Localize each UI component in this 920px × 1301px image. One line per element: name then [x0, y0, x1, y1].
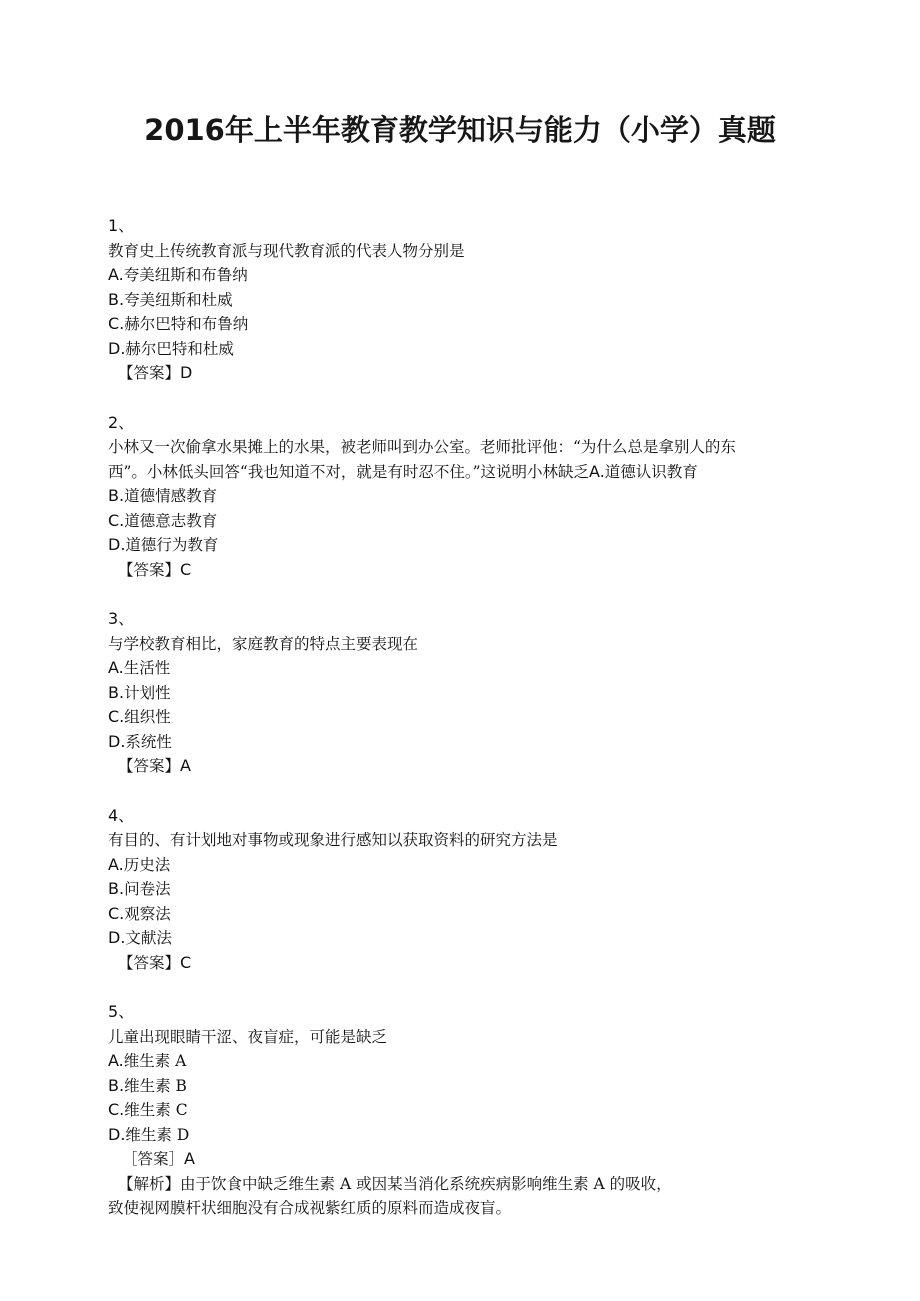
option-letter: A. — [108, 1051, 124, 1070]
option-c — [108, 509, 828, 534]
option-text: 历史法 — [123, 855, 171, 874]
question-3 — [108, 607, 828, 779]
question-4 — [108, 804, 828, 976]
question-number: 3、 — [108, 609, 135, 628]
option-letter: C. — [108, 1100, 125, 1119]
option-d — [108, 533, 828, 558]
question-stem-text: 西”。小林低头回答“我也知道不对，就是有时忍不住。”这说明小林缺乏 — [108, 462, 590, 481]
option-letter: B. — [108, 879, 125, 898]
option-text: 夸美纽斯和布鲁纳 — [123, 266, 248, 284]
option-d — [108, 337, 828, 362]
option-d — [108, 926, 828, 951]
option-a — [108, 656, 828, 681]
option-text: 问卷法 — [124, 880, 171, 898]
option-letter: D. — [108, 535, 126, 554]
option-b — [108, 877, 828, 902]
analysis-line-2: 致使视网膜杆状细胞没有合成视紫红质的原料而造成夜盲。 — [108, 1199, 512, 1217]
option-letter: D. — [108, 338, 126, 358]
option-letter: C. — [108, 707, 125, 726]
option-b — [108, 681, 828, 706]
option-c — [108, 1098, 828, 1123]
question-stem: 教育史上传统教育派与现代教育派的代表人物分别是 — [108, 241, 465, 260]
option-text: 组织性 — [124, 708, 171, 726]
option-letter: B. — [108, 1075, 125, 1095]
option-text: 维生素 A — [123, 1052, 187, 1070]
option-text: 生活性 — [123, 659, 171, 677]
option-text: 道德行为教育 — [125, 536, 219, 554]
question-5 — [108, 1000, 828, 1221]
question-number: 5、 — [108, 1002, 135, 1021]
option-letter: C. — [108, 903, 125, 923]
option-letter: D. — [108, 731, 126, 751]
option-letter: A. — [108, 854, 124, 874]
option-text: 赫尔巴特和杜威 — [125, 339, 234, 358]
analysis-line-1 — [108, 1172, 828, 1197]
option-text: 系统性 — [125, 732, 172, 751]
question-number: 1、 — [108, 216, 135, 235]
answer — [108, 754, 828, 779]
question-number: 2、 — [108, 412, 135, 432]
option-letter: B. — [108, 486, 125, 505]
option-letter: C. — [108, 314, 125, 333]
option-d — [108, 730, 828, 755]
option-b — [108, 288, 828, 313]
option-text: 道德意志教育 — [124, 511, 218, 530]
option-a — [589, 463, 698, 481]
answer-label: ［答案］ — [122, 1150, 185, 1168]
answer-label: 【答案】 — [118, 953, 181, 972]
option-letter: B. — [108, 682, 125, 702]
answer-value: D — [180, 363, 193, 382]
answer-value: C — [180, 559, 192, 579]
option-text: 维生素 B — [124, 1076, 187, 1095]
option-letter: B. — [108, 289, 125, 309]
option-text: 道德情感教育 — [124, 487, 218, 505]
option-a — [108, 853, 828, 878]
option-letter: A. — [108, 265, 124, 284]
option-text: 夸美纽斯和杜威 — [124, 290, 233, 309]
option-b — [108, 1074, 828, 1099]
answer — [108, 558, 828, 583]
question-stem: 儿童出现眼睛干涩、夜盲症，可能是缺乏 — [108, 1027, 388, 1046]
option-c — [108, 312, 828, 337]
question-stem: 有目的、有计划地对事物或现象进行感知以获取资料的研究方法是 — [108, 831, 558, 849]
option-text: 计划性 — [124, 683, 171, 702]
option-d — [108, 1123, 828, 1148]
option-text: 维生素 C — [124, 1101, 188, 1119]
question-2 — [108, 411, 828, 583]
option-text: 赫尔巴特和布鲁纳 — [124, 315, 249, 333]
option-text: 观察法 — [124, 904, 171, 923]
answer-label: 【答案】 — [118, 364, 181, 382]
question-stem-line-1: 小林又一次偷拿水果摊上的水果，被老师叫到办公室。老师批评他：“为什么总是拿别人的东 — [108, 438, 736, 456]
answer — [108, 1147, 828, 1172]
option-a — [108, 1049, 828, 1074]
answer-value: A — [184, 1149, 195, 1168]
option-letter: D. — [108, 928, 126, 947]
option-c — [108, 705, 828, 730]
analysis-label: 【解析】 — [118, 1174, 181, 1193]
option-c — [108, 902, 828, 927]
option-text: 道德认识教育 — [604, 462, 698, 481]
question-stem-line-2 — [108, 460, 828, 485]
analysis-text: 由于饮食中缺乏维生素 A 或因某当消化系统疾病影响维生素 A 的吸收， — [180, 1174, 672, 1193]
answer-value: C — [180, 952, 192, 972]
answer-label: 【答案】 — [118, 560, 181, 579]
question-stem: 与学校教育相比，家庭教育的特点主要表现在 — [108, 634, 419, 653]
option-a — [108, 263, 828, 288]
option-letter: C. — [108, 510, 125, 530]
question-list — [108, 214, 828, 1246]
answer-label: 【答案】 — [118, 757, 181, 775]
question-number: 4、 — [108, 805, 135, 825]
page-title: 2016年上半年教育教学知识与能力（小学）真题 — [144, 113, 776, 147]
answer — [108, 361, 828, 386]
option-letter: A. — [589, 461, 605, 481]
option-b — [108, 484, 828, 509]
answer-value: A — [180, 756, 191, 775]
option-text: 维生素 D — [125, 1125, 190, 1144]
option-letter: A. — [108, 658, 124, 677]
question-1 — [108, 214, 828, 386]
answer — [108, 951, 828, 976]
option-text: 文献法 — [125, 929, 172, 947]
option-letter: D. — [108, 1124, 126, 1144]
